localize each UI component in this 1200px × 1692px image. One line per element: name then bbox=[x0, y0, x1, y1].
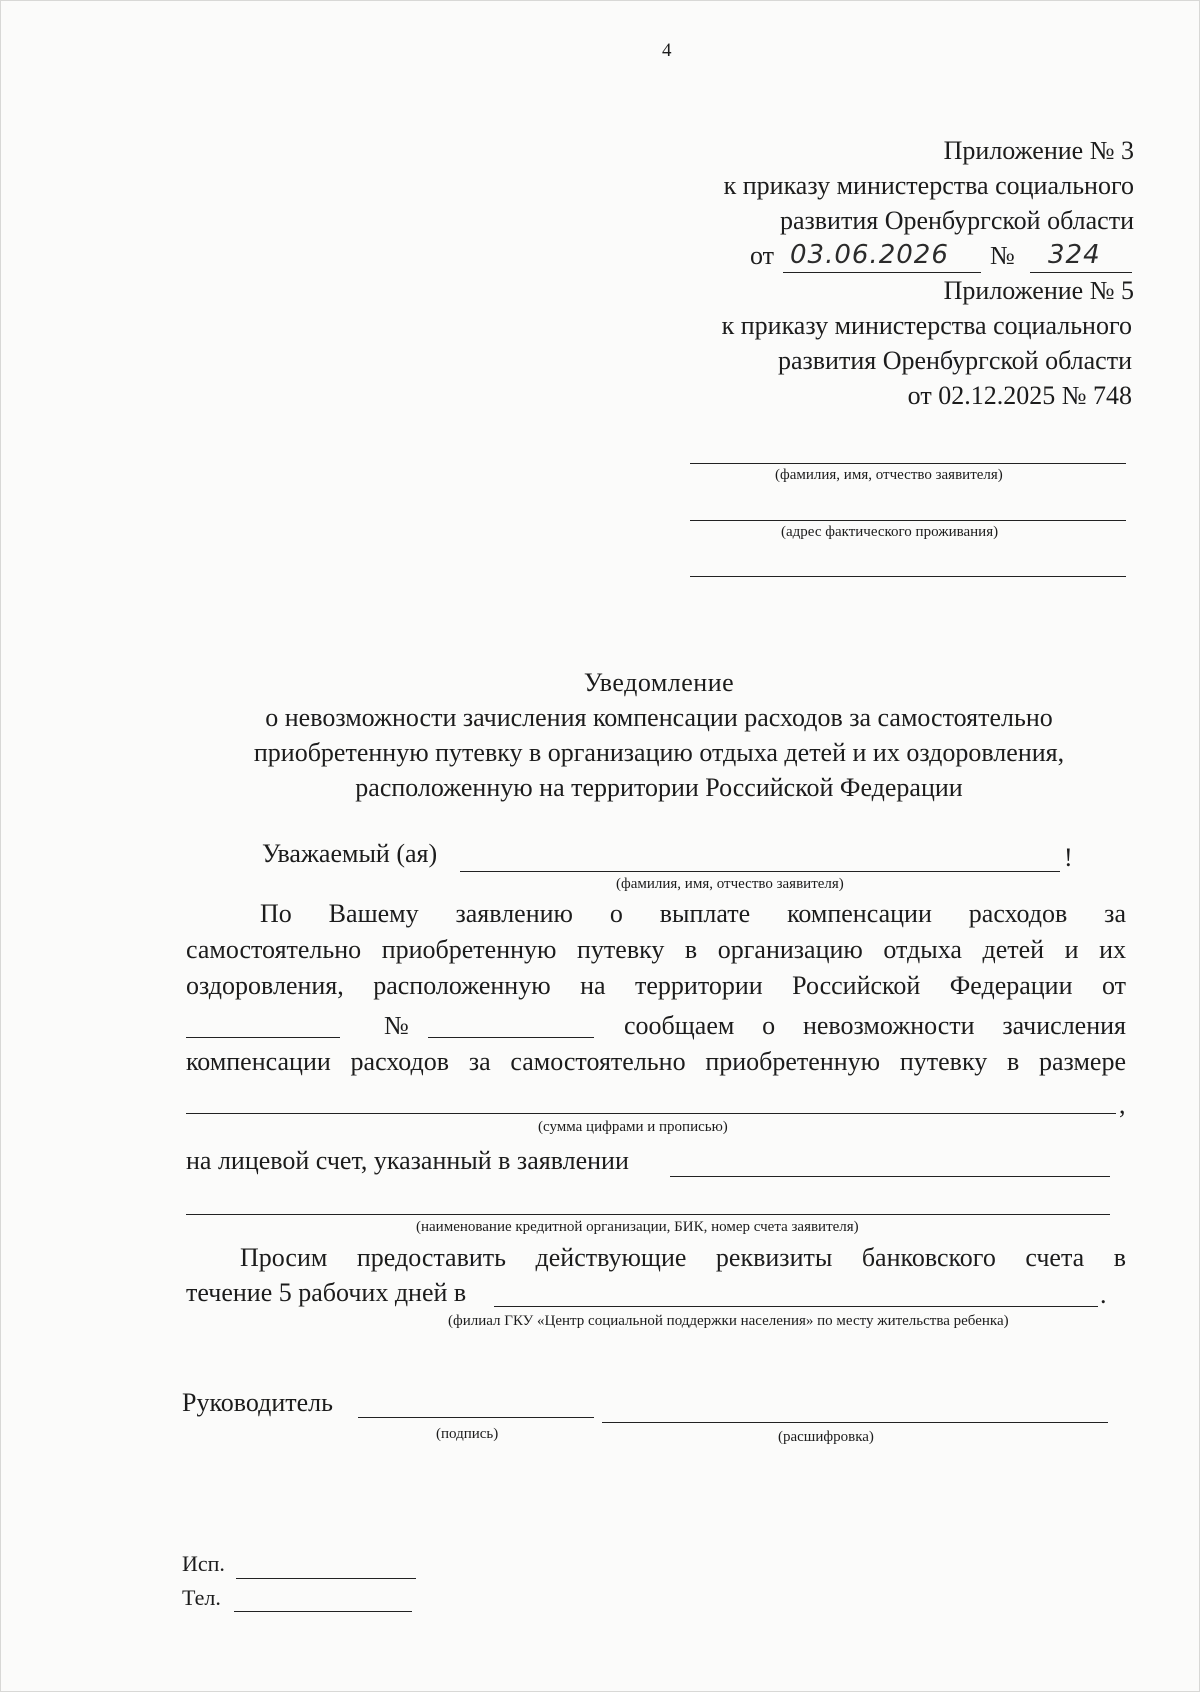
application-date-line[interactable] bbox=[186, 1037, 340, 1038]
sum-line[interactable] bbox=[186, 1113, 1116, 1114]
head-label: Руководитель bbox=[182, 1388, 333, 1417]
number-sign: № bbox=[990, 241, 1015, 270]
p2-line-2: течение 5 рабочих дней в bbox=[186, 1278, 467, 1307]
p1-line-4-text: сообщаем о невозможности зачисления bbox=[624, 1011, 1126, 1040]
page-number: 4 bbox=[662, 40, 672, 61]
title-line-4: расположенную на территории Российской Федерации bbox=[355, 773, 963, 802]
sum-comma: , bbox=[1119, 1090, 1126, 1119]
p1-line-5: компенсации расходов за самостоятельно приобретенную путевку в размере bbox=[186, 1047, 1126, 1076]
greeting-label: Уважаемый (ая) bbox=[262, 839, 438, 868]
executor-line[interactable] bbox=[236, 1578, 416, 1579]
executor-label: Исп. bbox=[182, 1551, 225, 1576]
greeting-fio-line[interactable] bbox=[460, 871, 1060, 872]
account-line-label: на лицевой счет, указанный в заявлении bbox=[186, 1146, 629, 1175]
title-line-2: о невозможности зачисления компенсации расходов за самостоятельно bbox=[265, 703, 1053, 732]
branch-period: . bbox=[1100, 1280, 1107, 1309]
order-line-4: развития Оренбургской области bbox=[777, 346, 1132, 375]
p1-line-3: оздоровления, расположенную на территории Российской Федерации от bbox=[186, 971, 1126, 1000]
applicant-address-caption: (адрес фактического проживания) bbox=[781, 524, 999, 540]
account-line-fill[interactable] bbox=[670, 1176, 1110, 1177]
number-underline bbox=[1030, 272, 1132, 273]
signature-line[interactable] bbox=[358, 1417, 594, 1418]
branch-line[interactable] bbox=[494, 1306, 1098, 1307]
p1-line-1: По Вашему заявлению о выплате компенсации расходов за bbox=[260, 899, 1126, 928]
applicant-fio-caption: (фамилия, имя, отчество заявителя) bbox=[775, 467, 1003, 483]
appendix-3-label: Приложение № 3 bbox=[943, 136, 1134, 165]
order-line-2: развития Оренбургской области bbox=[779, 206, 1134, 235]
application-number-sign: № bbox=[384, 1011, 409, 1040]
greeting-exclamation: ! bbox=[1064, 843, 1073, 872]
decode-line[interactable] bbox=[602, 1422, 1108, 1423]
handwritten-date: 03.06.2026 bbox=[790, 240, 949, 270]
p1-line-2: самостоятельно приобретенную путевку в организацию отдыха детей и их bbox=[186, 935, 1126, 964]
handwritten-number: 324 bbox=[1048, 240, 1101, 270]
applicant-address-line[interactable] bbox=[690, 520, 1126, 521]
phone-label: Тел. bbox=[182, 1585, 221, 1610]
title-line-3: приобретенную путевку в организацию отдыха детей и их оздоровления, bbox=[253, 738, 1065, 767]
bank-caption: (наименование кредитной организации, БИК, номер счета заявителя) bbox=[416, 1219, 859, 1235]
order-date-number: от 02.12.2025 № 748 bbox=[907, 381, 1132, 410]
date-prefix: от bbox=[750, 241, 775, 270]
date-underline bbox=[783, 272, 981, 273]
p2-line-1: Просим предоставить действующие реквизиты банковского счета в bbox=[240, 1243, 1126, 1272]
applicant-fio-line[interactable] bbox=[690, 463, 1126, 464]
bank-details-line[interactable] bbox=[186, 1214, 1110, 1215]
signature-caption: (подпись) bbox=[436, 1426, 499, 1442]
application-number-line[interactable] bbox=[428, 1037, 594, 1038]
applicant-address-line-2[interactable] bbox=[690, 576, 1126, 577]
appendix-5-label: Приложение № 5 bbox=[943, 276, 1134, 305]
branch-caption: (филиал ГКУ «Центр социальной поддержки населения» по месту жительства ребенка) bbox=[448, 1313, 1009, 1329]
decode-caption: (расшифровка) bbox=[778, 1429, 874, 1445]
order-line-3: к приказу министерства социального bbox=[721, 311, 1132, 340]
greeting-fio-caption: (фамилия, имя, отчество заявителя) bbox=[616, 876, 844, 892]
order-line-1: к приказу министерства социального bbox=[723, 171, 1134, 200]
title-line-1: Уведомление bbox=[583, 668, 735, 697]
sum-caption: (сумма цифрами и прописью) bbox=[538, 1119, 728, 1135]
phone-line[interactable] bbox=[234, 1611, 412, 1612]
